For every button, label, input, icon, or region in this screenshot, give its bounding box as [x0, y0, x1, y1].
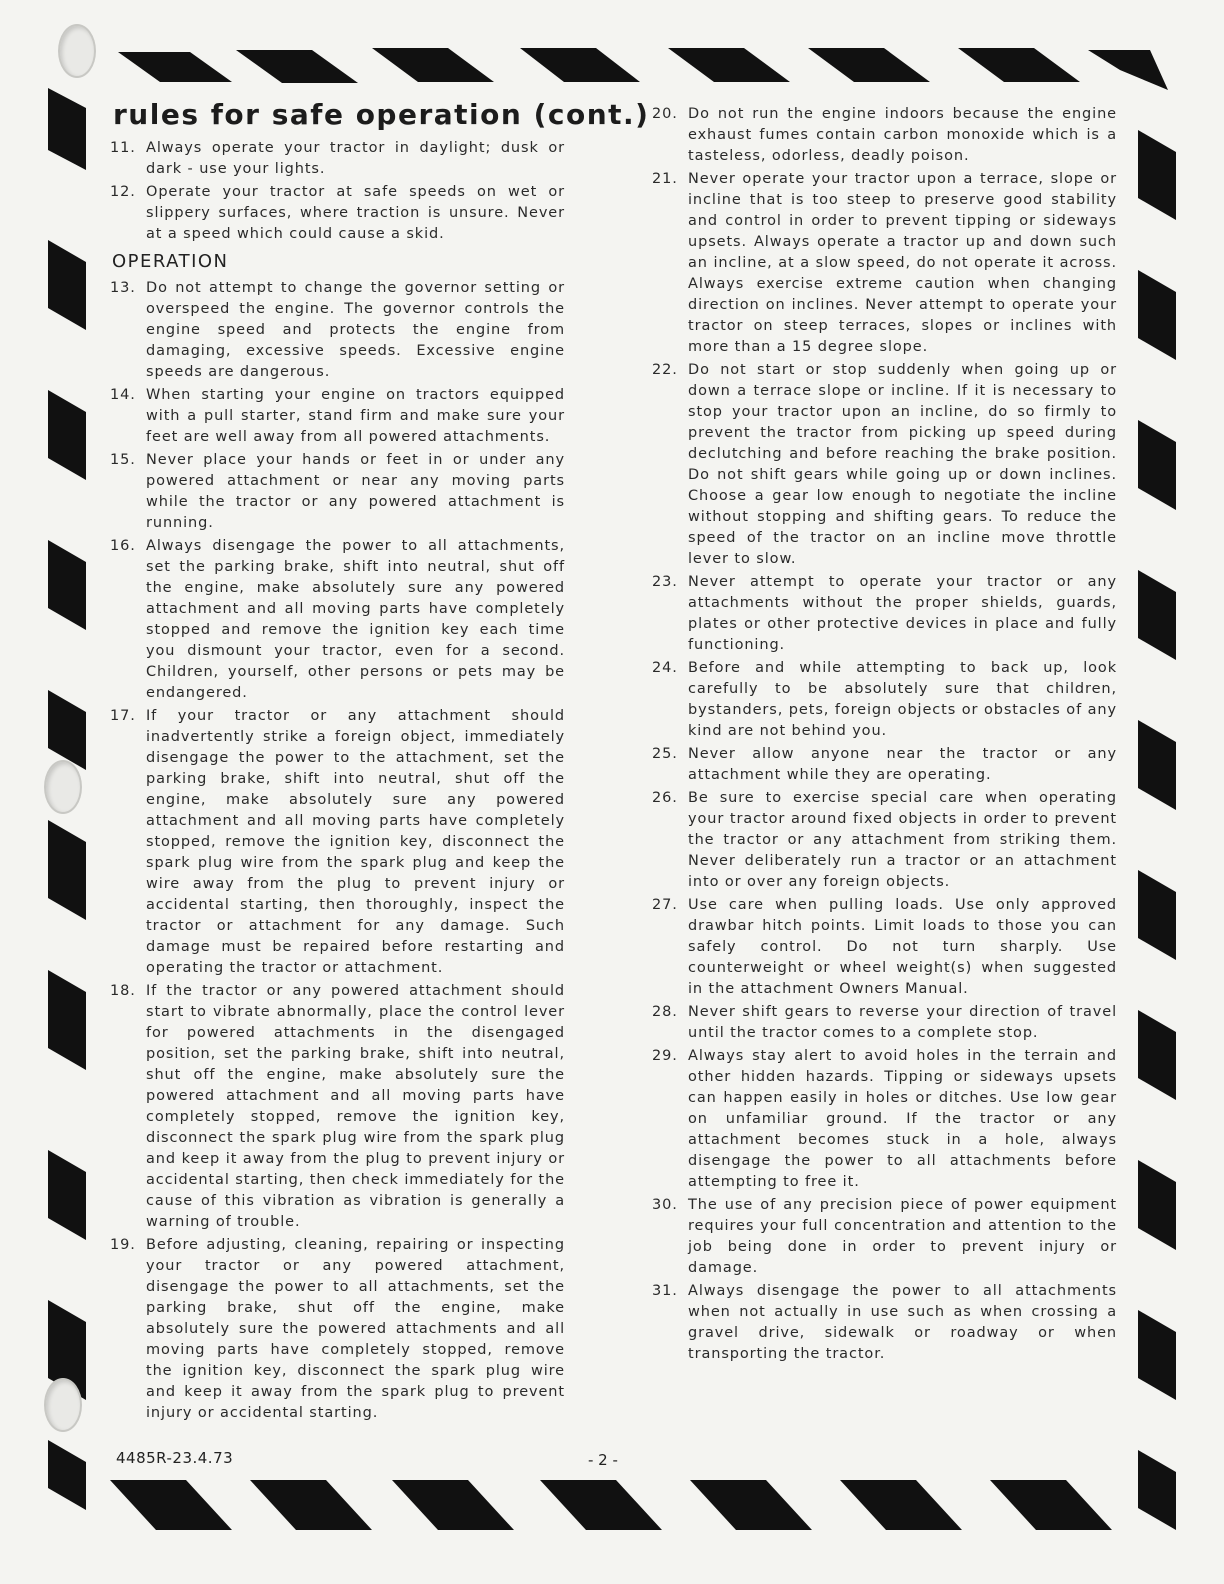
rule-item [110, 385, 565, 448]
rule-item [652, 788, 1117, 893]
rule-text: Never allow anyone near the tractor or any attachment while they are operating. [688, 746, 1117, 783]
rule-number: 15. [110, 452, 136, 468]
rule-number: 19. [110, 1237, 136, 1253]
rule-text: Do not start or stop suddenly when going up or down a terrace slope or incline. If it is necessary to stop your tractor upon an incline, do so firmly to prevent the tractor from picking up speed during declutching and before reaching the brake position. Do not shift gears while going up or down inclines. Choose a gear low enough to negotiate the incline without stopping and shifting gears. To reduce the speed of the tractor on an incline move throttle lever to slow. [688, 362, 1117, 567]
rule-item [110, 1235, 565, 1424]
rule-item [652, 1046, 1117, 1193]
rule-item [110, 138, 565, 180]
rule-text: Never place your hands or feet in or under any powered attachment or near any moving parts while the tractor or any powered attachment is running. [146, 452, 565, 531]
rule-text: When starting your engine on tractors equipped with a pull starter, stand firm and make sure your feet are well away from all powered attachments. [146, 387, 565, 445]
rule-number: 30. [652, 1197, 678, 1213]
rule-number: 22. [652, 362, 678, 378]
right-column [652, 104, 1117, 1367]
rule-number: 13. [110, 280, 136, 296]
rule-text: Be sure to exercise special care when operating your tractor around fixed objects in order to prevent the tractor or any attachment from striking them. Never deliberately run a tractor or an attachment into or over any foreign objects. [688, 790, 1117, 890]
rule-text: Never operate your tractor upon a terrace, slope or incline that is too steep to preserve good stability and control in order to prevent tipping or sideways upsets. Always operate a tractor up and down such an incline, at a slow speed, do not operate it across. Always exercise extreme caution when changing direction on inclines. Never attempt to operate your tractor on steep terraces, slopes or inclines with more than a 15 degree slope. [688, 171, 1117, 355]
rule-number: 23. [652, 574, 678, 590]
punch-hole-middle [44, 760, 82, 814]
rule-item [652, 658, 1117, 742]
rule-text: If your tractor or any attachment should inadvertently strike a foreign object, immediately disengage the power to the attachment, set the parking brake, shift into neutral, shut off the engine, make absolutely sure any powered attachment and all moving parts have completely stopped, remove the ignition key, disconnect the spark plug wire from the spark plug and keep the wire away from the plug to prevent injury or accidental starting, then thoroughly, inspect the tractor or attachment for any damage. Such damage must be repaired before restarting and operating the tractor or attachment. [146, 708, 565, 976]
rule-number: 29. [652, 1048, 678, 1064]
left-column [110, 138, 565, 1426]
page-number: - 2 - [588, 1451, 618, 1469]
rule-text: Never shift gears to reverse your direction of travel until the tractor comes to a complete stop. [688, 1004, 1117, 1041]
rule-number: 31. [652, 1283, 678, 1299]
rule-number: 25. [652, 746, 678, 762]
rule-text: Never attempt to operate your tractor or any attachments without the proper shields, guards, plates or other protective devices in place and fully functioning. [688, 574, 1117, 653]
rule-text: Use care when pulling loads. Use only approved drawbar hitch points. Limit loads to those you can safely control. Do not turn sharply. Use counterweight or wheel weight(s) when suggested in the attachment Owners Manual. [688, 897, 1117, 997]
rule-text: Before adjusting, cleaning, repairing or inspecting your tractor or any powered attachment, disengage the power to all attachments, set the parking brake, shut off the engine, make absolutely sure the powered attachments and all moving parts have completely stopped, remove the ignition key, disconnect the spark plug wire and keep it away from the spark plug to prevent injury or accidental starting. [146, 1237, 565, 1421]
section-heading-operation: OPERATION [112, 251, 229, 272]
rule-text: Operate your tractor at safe speeds on wet or slippery surfaces, where traction is unsure. Never at a speed which could cause a skid. [146, 184, 565, 242]
rule-number: 18. [110, 983, 136, 999]
rule-item [110, 981, 565, 1233]
page-title: rules for safe operation (cont.) [113, 98, 650, 131]
rule-number: 14. [110, 387, 136, 403]
rule-text: Do not run the engine indoors because the engine exhaust fumes contain carbon monoxide which is a tasteless, odorless, deadly poison. [688, 106, 1117, 164]
rule-number: 11. [110, 140, 136, 156]
punch-hole-bottom [44, 1378, 82, 1432]
rule-text: Always disengage the power to all attachments when not actually in use such as when crossing a gravel drive, sidewalk or roadway or when transporting the tractor. [688, 1283, 1117, 1362]
rule-item [110, 278, 565, 383]
rule-text: The use of any precision piece of power equipment requires your full concentration and attention to the job being done in order to prevent injury or damage. [688, 1197, 1117, 1276]
rule-item [652, 572, 1117, 656]
rule-text: Do not attempt to change the governor setting or overspeed the engine. The governor controls the engine speed and protects the engine from damaging, excessive speeds. Excessive engine speeds are dangerous. [146, 280, 565, 380]
rule-number: 21. [652, 171, 678, 187]
rule-item [110, 450, 565, 534]
document-number: 4485R-23.4.73 [116, 1449, 234, 1467]
rule-item [110, 706, 565, 979]
rule-number: 24. [652, 660, 678, 676]
rule-number: 16. [110, 538, 136, 554]
rule-number: 27. [652, 897, 678, 913]
rule-text: Before and while attempting to back up, look carefully to be absolutely sure that children, bystanders, pets, foreign objects or obstacles of any kind are not behind you. [688, 660, 1117, 739]
rule-text: Always operate your tractor in daylight; dusk or dark - use your lights. [146, 140, 565, 177]
rule-text: Always stay alert to avoid holes in the terrain and other hidden hazards. Tipping or sideways upsets can happen easily in holes or ditches. Use low gear on unfamiliar ground. If the tractor or any attachment becomes stuck in a hole, always disengage the power to all attachments before attempting to free it. [688, 1048, 1117, 1190]
rule-item [652, 1195, 1117, 1279]
rule-item [110, 536, 565, 704]
rule-number: 12. [110, 184, 136, 200]
rule-item [652, 1002, 1117, 1044]
rule-item [652, 895, 1117, 1000]
rule-text: If the tractor or any powered attachment should start to vibrate abnormally, place the control lever for powered attachments in the disengaged position, set the parking brake, shift into neutral, shut off the engine, make absolutely sure the powered attachment and all moving parts have completely stopped, remove the ignition key, disconnect the spark plug wire from the spark plug and keep it away from the plug to prevent injury or accidental starting, then check immediately for the cause of this vibration as vibration is generally a warning of trouble. [146, 983, 565, 1230]
rule-number: 28. [652, 1004, 678, 1020]
rule-item [652, 1281, 1117, 1365]
rule-item [652, 744, 1117, 786]
rule-item [110, 182, 565, 245]
rule-number: 17. [110, 708, 136, 724]
rule-item [652, 360, 1117, 570]
rule-item [652, 169, 1117, 358]
rule-number: 20. [652, 106, 678, 122]
rule-item [652, 104, 1117, 167]
rule-number: 26. [652, 790, 678, 806]
rule-text: Always disengage the power to all attachments, set the parking brake, shift into neutral, shut off the engine, make absolutely sure any powered attachment and all moving parts have completely stopped and remove the ignition key each time you dismount your tractor, even for a second. Children, yourself, other persons or pets may be endangered. [146, 538, 565, 701]
punch-hole-top [58, 24, 96, 78]
